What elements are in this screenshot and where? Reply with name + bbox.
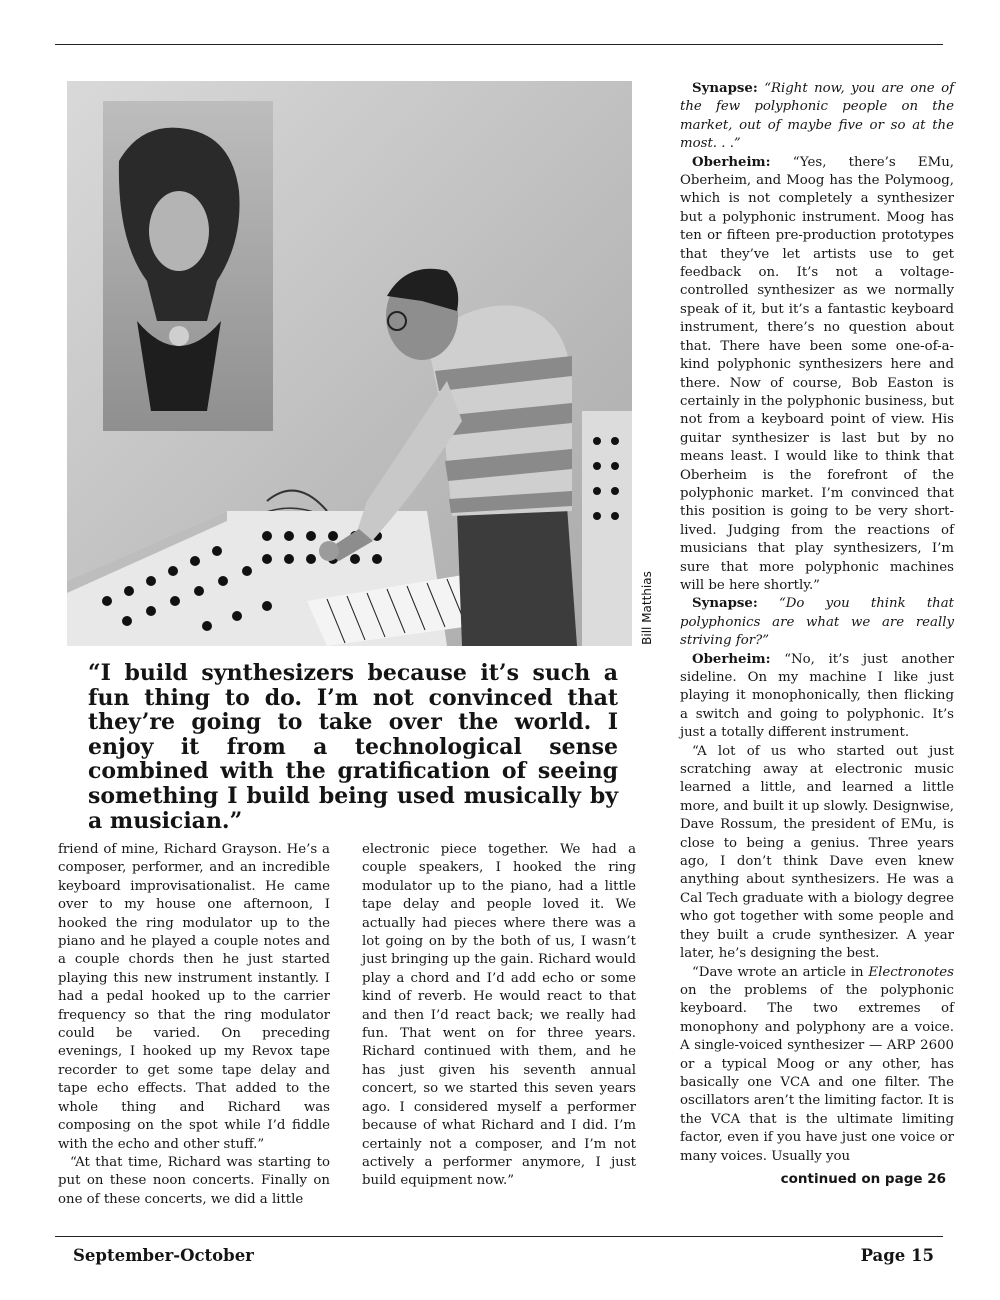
continued-link[interactable]: continued on page 26 <box>780 1170 946 1187</box>
article-column-left <box>58 841 330 1209</box>
speaker-label: Oberheim: <box>692 154 771 170</box>
photo-credit-text: Bill Matthias <box>640 571 654 645</box>
article-paragraph: “At that time, Richard was starting to put on these noon concerts. Finally on one of these concerts, we did a little <box>58 1154 330 1207</box>
interview-question <box>680 80 954 154</box>
publication-title: Electronotes <box>868 964 954 980</box>
article-text: on the problems of the polyphonic keyboard. The two extremes of monophony and polyphony are a voice. A single-voiced synthesizer — ARP 2600 or a typical Moog or any other, has basically one VCA and one filter. The oscillators aren’t the limiting factor. It is the VCA that is the ultimate limiting factor, even if you have just one voice or many voices. Usually you <box>680 982 954 1164</box>
top-rule <box>55 44 943 45</box>
answer-text: “No, it’s just another sideline. On my machine I like just playing it monophonically, then flicking a switch and going to polyphonic. It’s just a totally different instrument. <box>680 651 954 741</box>
photo-credit <box>636 563 658 653</box>
article-column-middle <box>362 841 636 1191</box>
photograph-oberheim-at-synthesizer <box>67 81 632 646</box>
article-column-right <box>680 80 954 1188</box>
question-text: “Right now, you are one of the few polyphonic people on the market, out of maybe five or so at the most. . .” <box>680 81 954 152</box>
article-paragraph <box>680 964 954 1166</box>
bottom-rule <box>55 1236 943 1237</box>
question-text: “Do you think that polyphonics are what we are really striving for?” <box>680 596 954 649</box>
interview-answer <box>680 154 954 596</box>
interview-answer <box>680 651 954 743</box>
article-paragraph: friend of mine, Richard Grayson. He’s a composer, performer, and an incredible keyboard improvisationalist. He came over to my house one afternoon, I hooked the ring modulator up to the piano and he played a couple notes and a couple chords then he just started playing this new instrument instantly. I had a pedal hooked up to the carrier frequency so that the ring modulator could be varied. On preceding evenings, I hooked up my Revox tape recorder to get some tape delay and tape echo effects. That added to the whole thing and Richard was composing on the spot while I’d fiddle with the echo and other stuff.” <box>58 842 330 1152</box>
article-text: “Dave wrote an article in <box>692 964 869 980</box>
article-paragraph: “A lot of us who started out just scratching away at electronic music learned a little, and learned a little more, and built it up slowly. Designwise, Dave Rossum, the president of EMu, is close to being a genius. Three years ago, I don’t think Dave even knew anything about synthesizers. He was a Cal Tech graduate with a biology degree who got together with some people and they built a crude synthesizer. A year later, he’s designing the best. <box>680 743 954 962</box>
answer-text: “Yes, there’s EMu, Oberheim, and Moog has the Polymoog, which is not completely a synthesizer but a polyphonic instrument. Moog has ten or fifteen pre-production prototypes that they’ve let artists use to get feedback on. It’s not a voltage-controlled synthesizer as we normally speak of it, but it’s a fantastic keyboard instrument, there’s no question about that. There have been some one-of-a-kind polyphonic synthesizers here and there. Now of course, Bob Easton is certainly in the polyphonic business, but not from a keyboard point of view. His guitar synthesizer is last but by no means least. I would like to think that Oberheim is the forefront of the polyphonic market. I’m convinced that this position is going to be very short-lived. Judging from the reactions of musicians that play synthesizers, I’m sure that more polyphonic machines will be here shortly.” <box>680 154 954 593</box>
issue-date: September-October <box>73 1246 254 1265</box>
photo-illustration <box>67 81 632 646</box>
speaker-label: Oberheim: <box>692 651 771 667</box>
interview-question <box>680 595 954 650</box>
page-number: Page 15 <box>860 1246 934 1265</box>
speaker-label: Synapse: <box>692 81 758 96</box>
article-paragraph: electronic piece together. We had a couple speakers, I hooked the ring modulator up to the piano, had a little tape delay and people loved it. We actually had pieces where there was a lot going on by the both of us, I wasn’t just bringing up the gain. Richard would play a chord and I’d add echo or some kind of reverb. He would react to that and then I’d react back; we really had fun. That went on for three years. Richard continued with them, and he has just given his seventh annual concert, so we started this seven years ago. I considered myself a performer because of what Richard and I did. I’m certainly not a composer, and I’m not actively a performer anymore, I just build equipment now.” <box>362 842 636 1189</box>
speaker-label: Synapse: <box>692 596 758 612</box>
pull-quote: “I build synthesizers because it’s such a fun thing to do. I’m not convinced that they’re going to take over the world. I enjoy it from a technological sense combined with the gratification of seeing something I build being used musically by a musician.” <box>88 660 618 834</box>
